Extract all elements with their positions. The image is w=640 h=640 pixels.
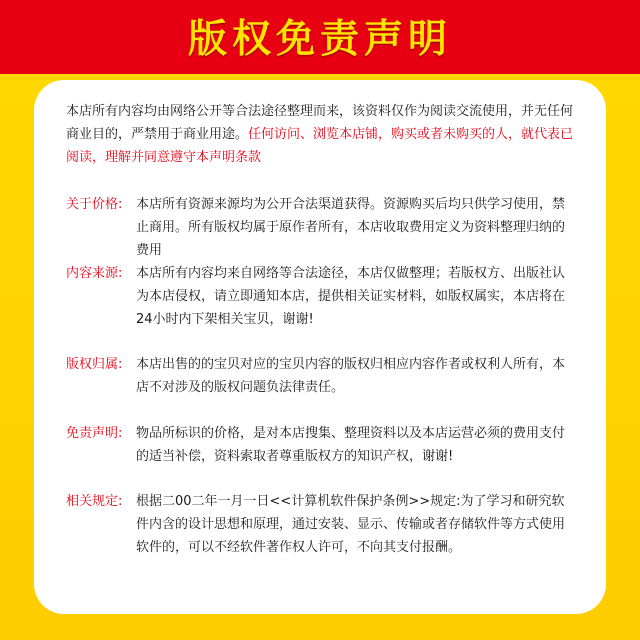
section-text: 本店出售的的宝贝对应的宝贝内容的版权归相应内容作者或权利人所有，本店不对涉及的版权问题负法律责任。 [136,357,566,395]
section-text: 本店所有资源来源均为公开合法渠道获得。资源购买后均只供学习使用，禁止商用。所有版权均属于原作者所有，本店收取费用定义为资料整理归纳的费用 [136,197,566,258]
section-label: 相关规定: [66,494,123,509]
page-title: 版权免责声明 [187,17,452,62]
intro-text: 本店所有内容均由网络公开等合法途径整理而来，该资料仅作为阅读交流使用，并无任何商业目的，严禁用于商业用途。 [66,104,574,142]
section-text: 根据二00二年一月一日<<计算机软件保护条例>>规定:为了学习和研究软件内含的设计思想和原理，通过安装、显示、传输或者存储软件等方式使用软件的，可以不经软件著作权人许可，不向其支付报酬。 [136,494,566,555]
intro-paragraph [66,100,576,169]
intro-notice: 任何访问、浏览本店铺，购买或者未购买的人，就代表已阅读，理解并同意遵守本声明条款 [66,127,574,165]
section-label: 版权归属: [66,357,123,372]
section-label: 免责声明: [66,426,123,441]
section-text: 本店所有内容均来自网络等合法途径，本店仅做整理；若版权方、出版社认为本店侵权，请立即通知本店，提供相关证实材料，如版权属实，本店将在24小时内下架相关宝贝，谢谢! [136,266,566,327]
section-label: 关于价格: [66,197,123,212]
section-label: 内容来源: [66,266,123,281]
section-text: 物品所标识的价格，是对本店搜集、整理资料以及本店运营必须的费用支付的适当补偿，资料索取者尊重版权方的知识产权，谢谢! [136,426,566,464]
